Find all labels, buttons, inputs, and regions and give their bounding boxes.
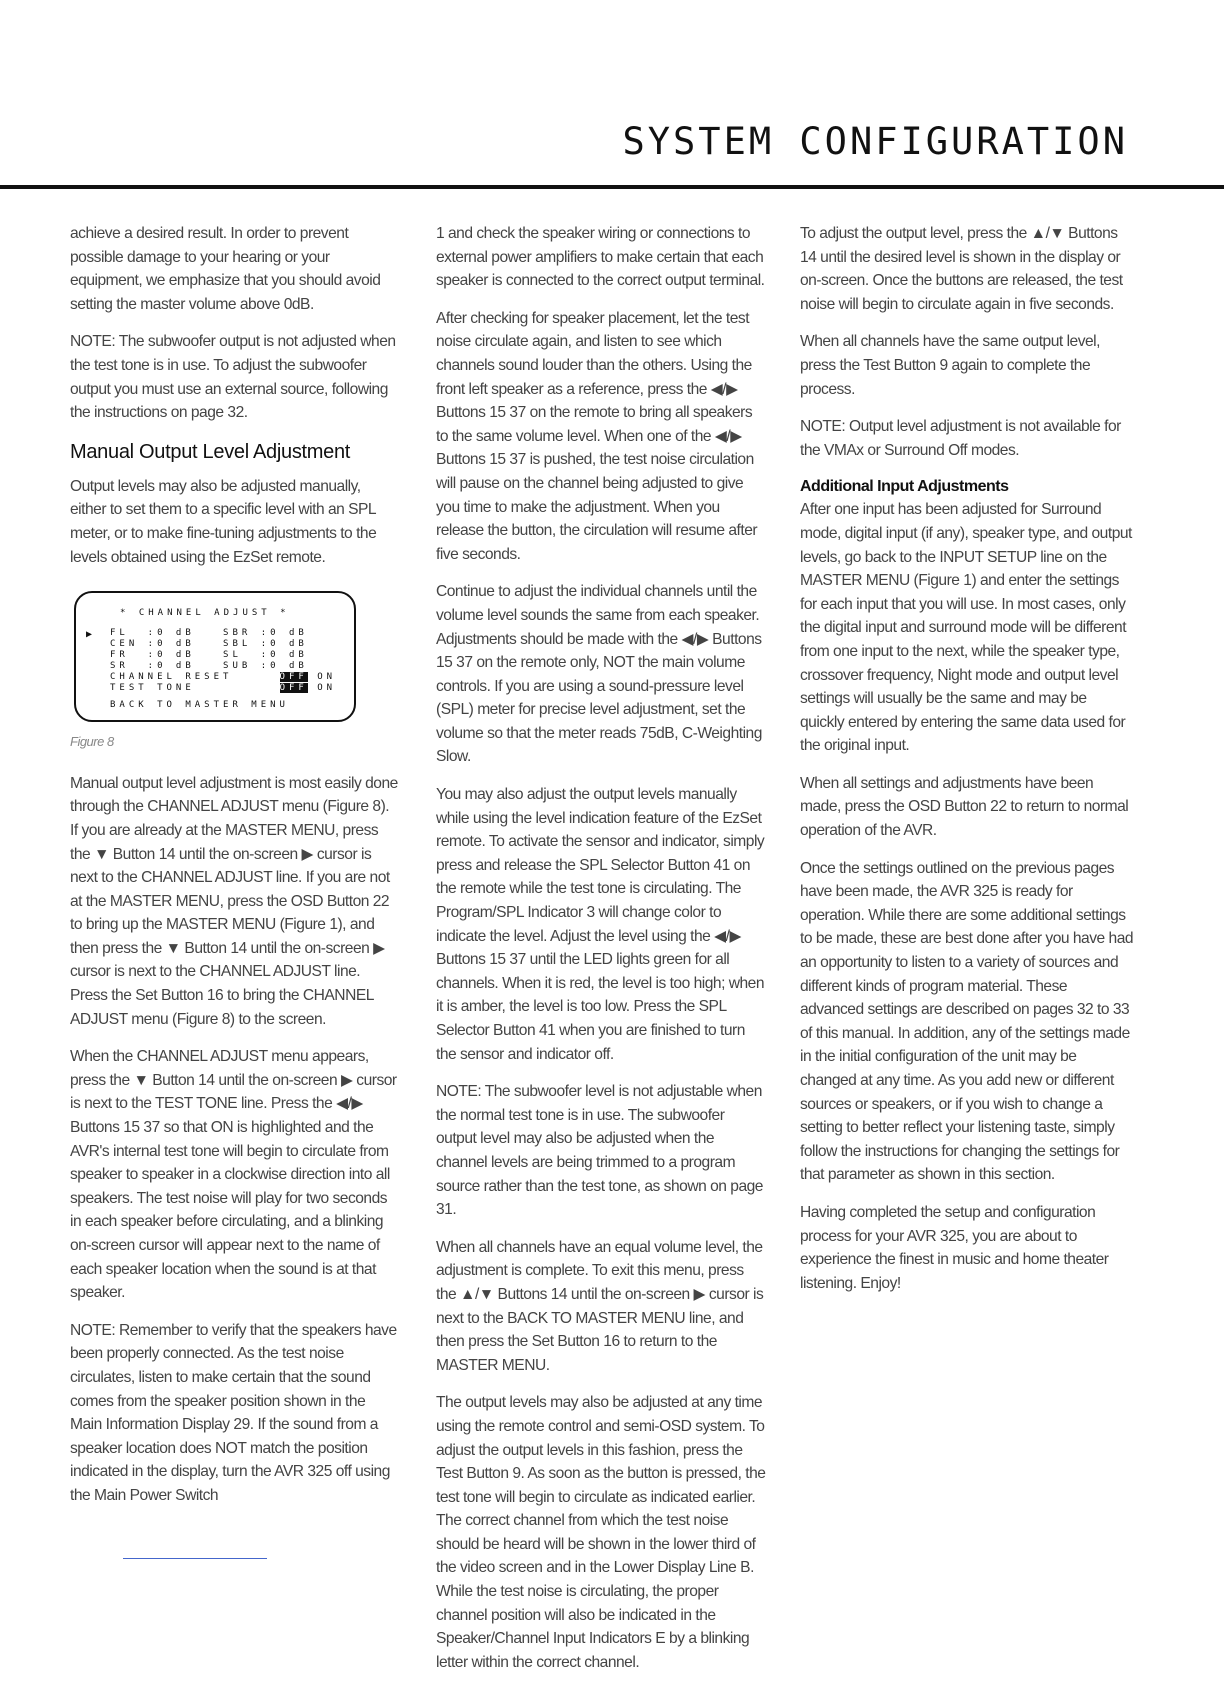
paragraph: When the CHANNEL ADJUST menu appears, press the ▼ Button 14 until the on-screen ▶ cursor is next to the TEST TONE line. Press the ◀/▶ Buttons 15 37 so that ON is highlighted and the AVR's internal test tone will begin to circulate from speaker to speaker in a clockwise direction into all speakers. The test noise will play for two seconds in each speaker before circulating, and a blinking on-screen cursor will appear next to the name of each speaker location when the sound is at that speaker.	[70, 1048, 397, 1302]
osd-channel-adjust-figure	[74, 591, 356, 722]
column-1	[70, 222, 400, 1522]
column-2	[436, 222, 766, 1688]
paragraph: When all settings and adjustments have been made, press the OSD Button 22 to return to normal operation of the AVR.	[800, 774, 1129, 840]
osd-on: ON	[317, 672, 337, 683]
paragraph: When all channels have an equal volume level, the adjustment is complete. To exit this menu, press the ▲/▼ Buttons 14 until the on-screen ▶ cursor is next to the BACK TO MASTER MENU line, and then press the Set Button 16 to return to the MASTER MENU.	[436, 1238, 764, 1374]
osd-off-highlight: OFF	[279, 672, 308, 683]
paragraph: You may also adjust the output levels manually while using the level indication feature of the EzSet remote. To activate the sensor and indicator, simply press and release the SPL Selector Button 41 on the remote while the test tone is circulating. The Program/SPL Indicator 3 will change color to indicate the level. Adjust the level using the ◀/▶ Buttons 15 37 until the LED lights green for all channels. When it is red, the level is too high; when it is amber, the level is too low. Press the SPL Selector Button 41 when you are finished to turn the sensor and indicator off.	[436, 786, 765, 1063]
paragraph: Continue to adjust the individual channels until the volume level sounds the same from each speaker. Adjustments should be made with the ◀/▶ Buttons 15 37 on the remote only, NOT the main volume controls. If you are using a sound-pressure level (SPL) meter for precise level adjustment, set the volume so that the meter reads 75dB, C-Weighting Slow.	[436, 583, 762, 766]
paragraph: achieve a desired result. In order to prevent possible damage to your hearing or your equipment, we emphasize that you should avoid setting the master volume above 0dB.	[70, 225, 381, 313]
paragraph: Manual output level adjustment is most easily done through the CHANNEL ADJUST menu (Figure 8). If you are already at the MASTER MENU, press the ▼ Button 14 until the on-screen ▶ cursor is next to the CHANNEL ADJUST line. If you are not at the MASTER MENU, press the OSD Button 22 to bring up the MASTER MENU (Figure 1), and then press the ▼ Button 14 until the on-screen ▶ cursor is next to the CHANNEL ADJUST line. Press the Set Button 16 to bring the CHANNEL ADJUST menu (Figure 8) to the screen.	[70, 774, 398, 1028]
header-rule	[0, 185, 1224, 189]
note: NOTE: The subwoofer level is not adjustable when the normal test tone is in use. The subwoofer output level may also be adjusted when the channel levels are being trimmed to a program source rather than the test tone, as shown on page 31.	[436, 1083, 763, 1219]
paragraph: 1 and check the speaker wiring or connections to external power amplifiers to make certain that each speaker is connected to the correct output terminal.	[436, 225, 765, 290]
osd-row: FR :0 dB SL :0 dB	[110, 650, 308, 661]
osd-cursor-icon: ▶	[86, 629, 97, 641]
note: NOTE: Output level adjustment is not available for the VMAx or Surround Off modes.	[800, 418, 1121, 459]
page-title: SYSTEM CONFIGURATION	[622, 120, 1128, 163]
osd-reset-label: CHANNEL RESET	[110, 672, 233, 683]
paragraph: Once the settings outlined on the previous pages have been made, the AVR 325 is ready for operation. While there are some additional settings to be made, these are best done after you have had an opportunity to listen to a variety of sources and different kinds of program material. These advanced settings are described on pages 32 to 33 of this manual. In addition, any of the settings made in the initial configuration of the unit may be changed at any time. As you add new or different sources or speakers, or if you wish to change a setting to better reflect your listening taste, simply follow the instructions for changing the settings for that parameter as shown in this section.	[800, 859, 1134, 1184]
osd-row: SR :0 dB SUB :0 dB	[110, 661, 308, 672]
osd-title: * CHANNEL ADJUST *	[120, 608, 290, 619]
figure-caption: Figure 8	[70, 734, 114, 750]
paragraph: The output levels may also be adjusted at any time using the remote control and semi-OSD system. To adjust the output levels in this fashion, press the Test Button 9. As soon as the button is pressed, the test tone will begin to circulate as indicated earlier. The correct channel from which the test noise should be heard will be shown in the lower third of the video screen and in the Lower Display Line B. While the test noise is circulating, the proper channel position will also be indicated in the Speaker/Channel Input Indicators E by a blinking letter within the correct channel.	[436, 1394, 766, 1671]
paragraph: After checking for speaker placement, let the test noise circulate again, and listen to see which channels sound louder than the others. Using the front left speaker as a reference, press the ◀/▶ Buttons 15 37 on the remote to bring all speakers to the same volume level. When one of the ◀/▶ Buttons 15 37 is pushed, the test noise circulation will pause on the channel being adjusted to give you time to make the adjustment. When you release the button, the circulation will resume after five seconds.	[436, 309, 758, 563]
section-heading: Manual Output Level Adjustment	[70, 440, 351, 463]
paragraph: After one input has been adjusted for Surround mode, digital input (if any), speaker type, and output levels, go back to the INPUT SETUP line on the MASTER MENU (Figure 1) and enter the settings for each input that you will use. In most cases, only the digital input and surround mode will be different from one input to the next, while the speaker type, crossover frequency, Night mode and output level settings will usually be the same and may be quickly entered by entering the same data used for the original input.	[800, 501, 1132, 755]
osd-off-highlight: OFF	[279, 683, 308, 694]
osd-row: CEN :0 dB SBL :0 dB	[110, 639, 308, 650]
note: NOTE: The subwoofer output is not adjusted when the test tone is in use. To adjust the subwoofer output you must use an external source, following the instructions on page 32.	[70, 333, 396, 422]
footer-line	[123, 1558, 267, 1559]
osd-row: FL :0 dB SBR :0 dB	[110, 628, 308, 639]
column-3	[800, 222, 1134, 1309]
paragraph: When all channels have the same output level, press the Test Button 9 again to complete the process.	[800, 333, 1100, 398]
section-heading: Additional Input Adjustments	[800, 478, 1009, 496]
osd-test-tone	[110, 682, 336, 695]
osd-back: BACK TO MASTER MENU	[110, 700, 289, 711]
paragraph: To adjust the output level, press the ▲/▼ Buttons 14 until the desired level is shown in the display or on-screen. Once the buttons are released, the test noise will begin to circulate again in five seconds.	[800, 225, 1123, 313]
paragraph: Having completed the setup and configuration process for your AVR 325, you are about to experience the finest in music and home theater listening. Enjoy!	[800, 1203, 1109, 1292]
paragraph: Output levels may also be adjusted manually, either to set them to a specific level with an SPL meter, or to make fine-tuning adjustments to the levels obtained using the EzSet remote.	[70, 477, 377, 566]
note: NOTE: Remember to verify that the speakers have been properly connected. As the test noise circulates, listen to make certain that the sound comes from the speaker position shown in the Main Information Display 29. If the sound from a speaker location does NOT match the position indicated in the display, turn the AVR 325 off using the Main Power Switch	[70, 1321, 397, 1504]
osd-tone-label: TEST TONE	[110, 683, 195, 694]
osd-on: ON	[317, 683, 337, 694]
